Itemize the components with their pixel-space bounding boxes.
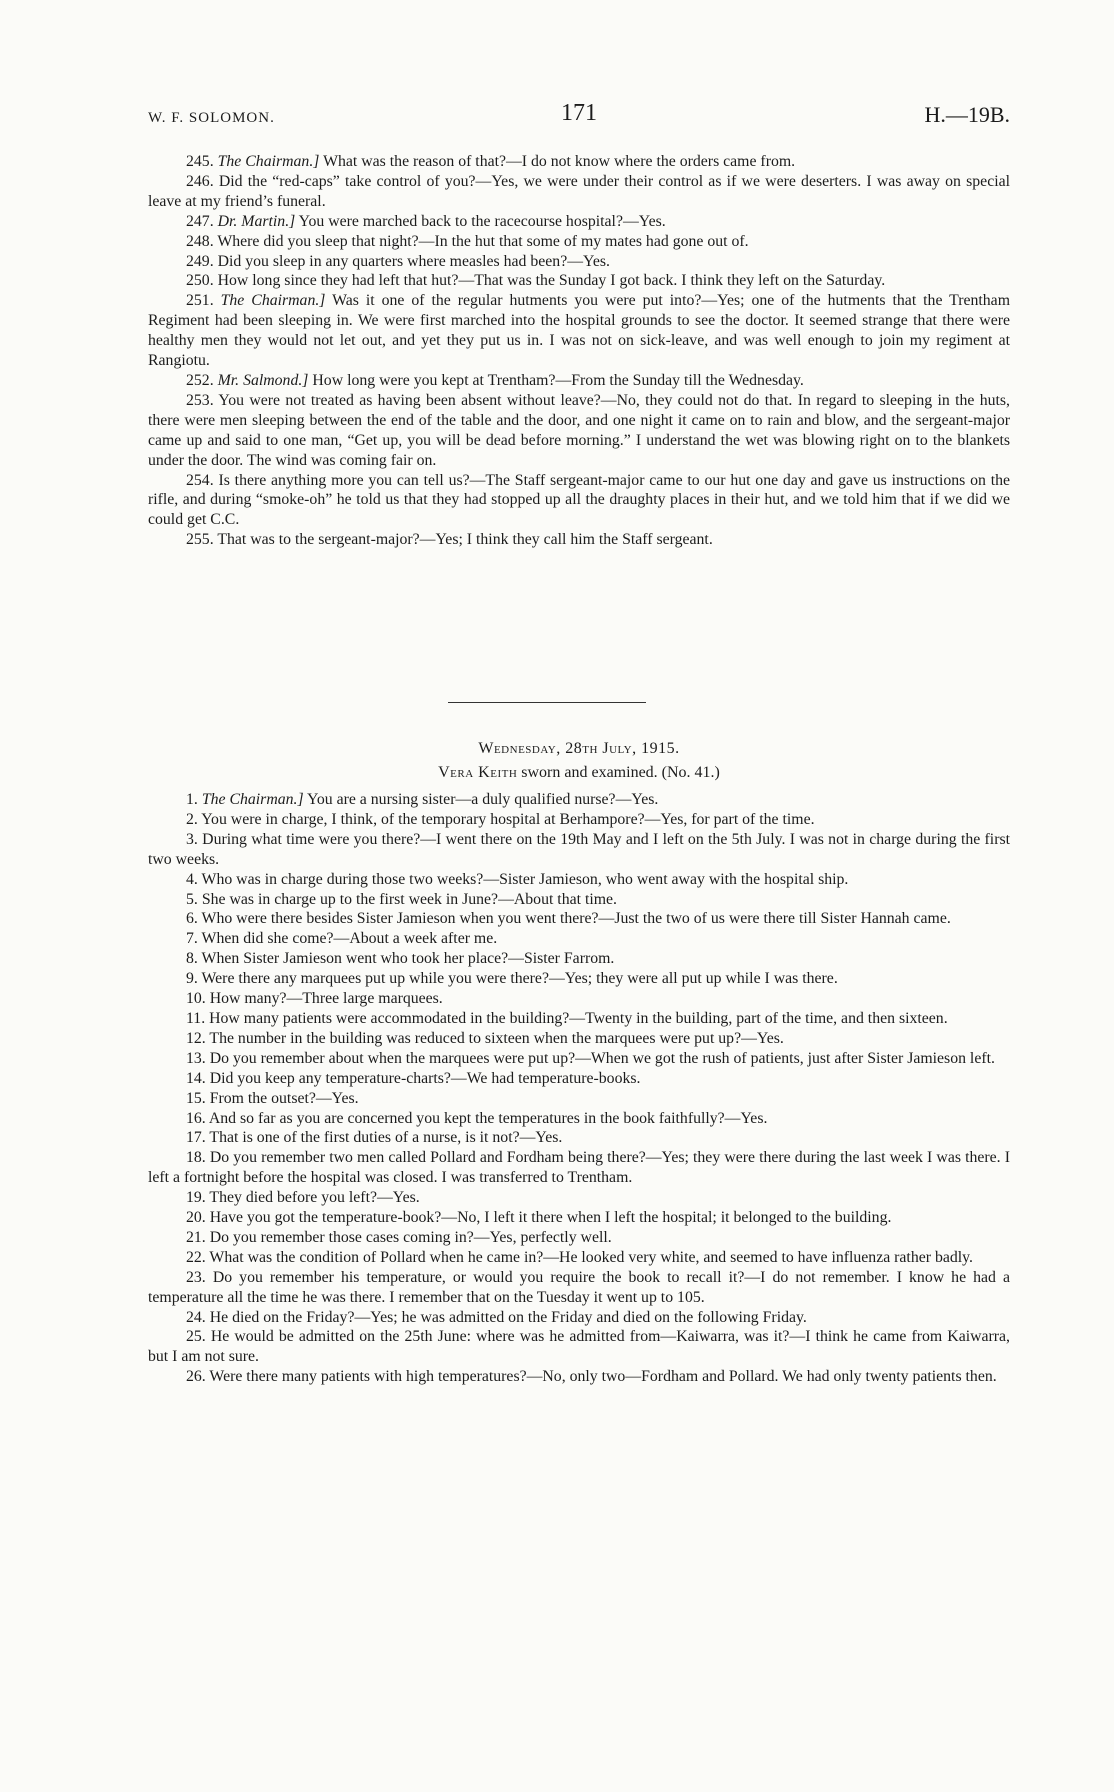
question-paragraph [148, 909, 1010, 929]
question-text: Was it one of the regular hutments you were put into?—Yes; one of the hutments that the Trentham Regiment had been sleeping in. We were first marched into the hospital grounds to see the doctor. It seemed strange that there were healthy men they would not let out, and yet they put us in. I was not on sick-leave, and was well enough to join my regiment at Rangiotu. [148, 292, 1010, 370]
question-paragraph [148, 1367, 1010, 1387]
question-paragraph [148, 830, 1010, 870]
question-number: 21. [186, 1228, 206, 1246]
question-text: What was the condition of Pollard when he came in?—He looked very white, and seemed to have influenza rather badly. [209, 1248, 973, 1266]
question-paragraph [148, 949, 1010, 969]
question-paragraph [148, 1148, 1010, 1188]
question-text: During what time were you there?—I went there on the 19th May and I left on the 5th July. I was not in charge during the first two weeks. [148, 830, 1010, 868]
witness-name: Vera Keith [438, 764, 518, 781]
page-header [148, 100, 1010, 136]
speaker-name: Mr. Salmond.] [217, 371, 309, 389]
speaker-name: The Chairman.] [220, 292, 326, 310]
question-paragraph [148, 1069, 1010, 1089]
question-text: How many patients were accommodated in the building?—Twenty in the building, part of the time, and then sixteen. [209, 1009, 948, 1027]
question-number: 254. [186, 471, 214, 489]
section-divider [448, 702, 646, 703]
question-paragraph [148, 790, 1010, 810]
question-text: Were there many patients with high temperatures?—No, only two—Fordham and Pollard. We had only twenty patients then. [209, 1368, 997, 1386]
question-number: 1. [186, 791, 198, 808]
question-paragraph [148, 271, 1010, 291]
question-paragraph [148, 1029, 1010, 1049]
witness-line [148, 764, 1010, 782]
question-number: 23. [186, 1268, 206, 1286]
question-paragraph [148, 870, 1010, 890]
question-paragraph [148, 810, 1010, 830]
question-number: 6. [186, 910, 198, 928]
question-text: Where did you sleep that night?—In the hut that some of my mates had gone out of. [217, 232, 749, 250]
question-text: How long were you kept at Trentham?—From the Sunday till the Wednesday. [308, 371, 804, 389]
question-text: How long since they had left that hut?—That was the Sunday I got back. I think they left on the Saturday. [217, 272, 886, 290]
question-text: Do you remember those cases coming in?—Yes, perfectly well. [209, 1228, 612, 1246]
question-paragraph [148, 1128, 1010, 1148]
question-number: 10. [186, 990, 206, 1008]
question-text: You are a nursing sister—a duly qualified nurse?—Yes. [303, 791, 659, 808]
question-text: When Sister Jamieson went who took her place?—Sister Farrom. [201, 950, 615, 968]
question-text: Did you keep any temperature-charts?—We had temperature-books. [209, 1069, 641, 1087]
speaker-name: Dr. Martin.] [217, 212, 296, 230]
question-paragraph [148, 252, 1010, 272]
question-text: Who were there besides Sister Jamieson when you went there?—Just the two of us were there till Sister Hannah came. [201, 910, 951, 928]
question-number: 253. [186, 391, 214, 409]
question-text: From the outset?—Yes. [209, 1089, 359, 1107]
question-text: He died on the Friday?—Yes; he was admitted on the Friday and died on the following Friday. [209, 1308, 807, 1326]
question-paragraph [148, 890, 1010, 910]
question-number: 24. [186, 1308, 206, 1326]
question-paragraph [148, 1268, 1010, 1308]
question-paragraph [148, 212, 1010, 232]
question-text: You were in charge, I think, of the temporary hospital at Berhampore?—Yes, for part of the time. [201, 810, 815, 828]
question-paragraph [148, 172, 1010, 212]
evidence-section-keith [148, 790, 1010, 1387]
question-text: That is one of the first duties of a nurse, is it not?—Yes. [209, 1129, 563, 1147]
question-text: What was the reason of that?—I do not know where the orders came from. [319, 153, 796, 170]
question-text: Do you remember two men called Pollard and Fordham being there?—Yes; they were there during the last week I was there. I left a fortnight before the hospital was closed. I was transferred to Trentham. [148, 1149, 1010, 1187]
question-paragraph [148, 371, 1010, 391]
question-paragraph [148, 929, 1010, 949]
question-text: You were marched back to the racecourse hospital?—Yes. [295, 212, 666, 230]
speaker-name: The Chairman.] [201, 791, 304, 808]
question-number: 4. [186, 870, 198, 888]
question-paragraph [148, 1109, 1010, 1129]
question-number: 13. [186, 1049, 206, 1067]
question-number: 246. [186, 172, 214, 190]
question-number: 15. [186, 1089, 206, 1107]
question-text: Do you remember about when the marquees were put up?—When we got the rush of patients, just after Sister Jamieson left. [209, 1049, 995, 1067]
question-number: 5. [186, 890, 198, 908]
witness-sworn-text: sworn and examined. (No. 41.) [517, 764, 720, 781]
question-number: 20. [186, 1209, 206, 1227]
question-number: 245. [186, 153, 214, 170]
page-number: 171 [561, 100, 597, 126]
question-text: How many?—Three large marquees. [209, 990, 443, 1008]
question-paragraph [148, 232, 1010, 252]
question-paragraph [148, 291, 1010, 371]
question-text: He would be admitted on the 25th June: where was he admitted from—Kaiwarra, was it?—I think he came from Kaiwarra, but I am not sure. [148, 1328, 1010, 1366]
header-witness-name: W. F. SOLOMON. [148, 110, 275, 126]
question-text: Have you got the temperature-book?—No, I left it there when I left the hospital; it belonged to the building. [209, 1209, 892, 1227]
question-text: They died before you left?—Yes. [209, 1189, 420, 1207]
question-number: 19. [186, 1189, 206, 1207]
question-text: The number in the building was reduced to sixteen when the marquees were put up?—Yes. [209, 1029, 784, 1047]
question-paragraph [148, 1208, 1010, 1228]
question-paragraph [148, 1228, 1010, 1248]
question-text: She was in charge up to the first week in June?—About that time. [201, 890, 617, 908]
speaker-name: The Chairman.] [217, 153, 320, 170]
question-number: 12. [186, 1029, 206, 1047]
paper-reference: H.—19B. [924, 102, 1010, 127]
question-text: Who was in charge during those two weeks?—Sister Jamieson, who went away with the hospital ship. [201, 870, 849, 888]
question-text: Do you remember his temperature, or would you require the book to recall it?—I do not remember. I know he had a temperature all the time he was there. I remember that on the Tuesday it went up to 105. [148, 1268, 1011, 1306]
question-number: 2. [186, 810, 198, 828]
question-paragraph [148, 1188, 1010, 1208]
question-paragraph [148, 1049, 1010, 1069]
question-text: Is there anything more you can tell us?—The Staff sergeant-major came to our hut one day and gave us instructions on the rifle, and during “smoke-oh” he told us that they had stopped up all the draughty places in their hut, and we told him that if we did we could get C.C. [148, 471, 1011, 529]
question-number: 17. [186, 1129, 206, 1147]
question-number: 247. [186, 212, 214, 230]
question-text: When did she come?—About a week after me. [201, 930, 498, 948]
question-paragraph [148, 969, 1010, 989]
question-paragraph [148, 1089, 1010, 1109]
date-heading: Wednesday, 28th July, 1915. [478, 740, 680, 757]
question-number: 3. [186, 830, 198, 848]
question-paragraph [148, 989, 1010, 1009]
evidence-section-solomon [148, 152, 1010, 550]
question-number: 7. [186, 930, 198, 948]
question-number: 26. [186, 1368, 206, 1386]
question-number: 18. [186, 1149, 206, 1167]
question-text: And so far as you are concerned you kept the temperatures in the book faithfully?—Yes. [208, 1109, 768, 1127]
question-paragraph [148, 530, 1010, 550]
question-text: Did you sleep in any quarters where measles had been?—Yes. [217, 252, 610, 270]
question-number: 22. [186, 1248, 206, 1266]
question-number: 14. [186, 1069, 206, 1087]
question-paragraph [148, 1308, 1010, 1328]
question-paragraph [148, 471, 1010, 531]
question-number: 25. [186, 1328, 206, 1346]
question-paragraph [148, 391, 1010, 471]
question-number: 16. [186, 1109, 206, 1127]
question-number: 251. [186, 292, 214, 310]
question-text: That was to the sergeant-major?—Yes; I think they call him the Staff sergeant. [217, 531, 713, 549]
question-paragraph [148, 152, 1010, 172]
question-number: 9. [186, 970, 198, 988]
question-number: 8. [186, 950, 198, 968]
question-number: 249. [186, 252, 214, 270]
question-number: 250. [186, 272, 214, 290]
question-paragraph [148, 1327, 1010, 1367]
question-paragraph [148, 1248, 1010, 1268]
question-text: You were not treated as having been absent without leave?—No, they could not do that. In regard to sleeping in the huts, there were men sleeping between the end of the table and the door, and one night it came on to rain and blow, and the sergeant-major came up and said to one man, “Get up, you will be dead before morning.” I understand the wet was blowing right on to the blankets under the door. The wind was coming fair on. [148, 391, 1010, 469]
question-number: 11. [186, 1009, 206, 1027]
question-number: 252. [186, 371, 214, 389]
question-paragraph [148, 1009, 1010, 1029]
question-number: 248. [186, 232, 214, 250]
question-text: Did the “red-caps” take control of you?—Yes, we were under their control as if we were deserters. I was away on special leave at my friend’s funeral. [148, 172, 1010, 210]
question-number: 255. [186, 531, 214, 549]
question-text: Were there any marquees put up while you were there?—Yes; they were all put up while I was there. [201, 970, 838, 988]
